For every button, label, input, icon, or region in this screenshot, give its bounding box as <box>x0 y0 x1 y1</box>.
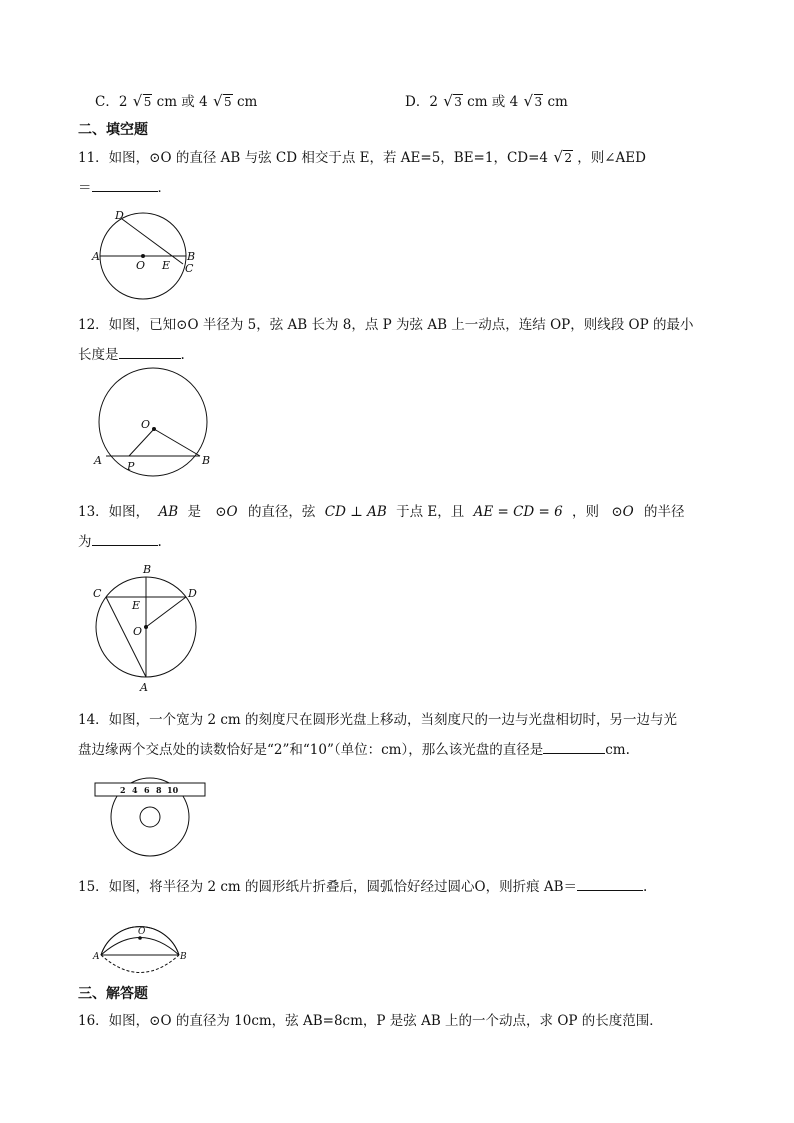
label-C: C <box>185 262 194 275</box>
sqrt-3: √ 3 <box>525 94 544 110</box>
sqrt-2: √ 2 <box>554 150 573 166</box>
question-11-line1: 11．如图，⊙O 的直径 AB 与弦 CD 相交于点 E，若 AE=5，BE=1，CD=4 √ 2 ，则∠AED <box>78 146 646 166</box>
question-13-line1: 13．如图， AB 是 ⊙O 的直径，弦 CD ⊥ AB 于点 E，且 AE = CD = 6 ，则 ⊙O 的半径 <box>78 504 685 520</box>
label-B: B <box>143 563 152 576</box>
ruler-tick-8: 8 <box>156 785 162 795</box>
label-O: O <box>138 927 146 937</box>
figure-q15 <box>92 900 192 980</box>
section-title-answer: 三、解答题 <box>78 986 148 1002</box>
label-A: A <box>94 454 102 467</box>
sqrt-5: √ 5 <box>214 94 233 110</box>
ruler-tick-10: 10 <box>167 785 179 795</box>
answer-blank-12[interactable] <box>119 345 181 359</box>
sqrt-3: √ 3 <box>444 94 463 110</box>
label-B: B <box>187 250 196 263</box>
ruler-tick-4: 4 <box>132 785 138 795</box>
label-A: A <box>92 250 100 263</box>
question-14-line2: 盘边缘两个交点处的读数恰好是“2”和“10”（单位：cm），那么该光盘的直径是 cm. <box>78 742 630 758</box>
label-O: O <box>141 418 151 431</box>
answer-blank-15[interactable] <box>577 877 643 891</box>
question-12-line2: 长度是 . <box>78 347 185 363</box>
figure-q11 <box>90 205 200 280</box>
question-11-line2: ＝ ． <box>78 180 171 196</box>
label-D: D <box>188 587 197 600</box>
label-B: B <box>202 454 211 467</box>
label-B: B <box>180 952 187 962</box>
label-E: E <box>162 259 171 272</box>
question-15: 15．如图，将半径为 2 cm 的圆形纸片折叠后，圆弧恰好经过圆心O，则折痕 AB＝ . <box>78 879 648 895</box>
section-title-fill-in: 二、填空题 <box>78 122 148 138</box>
question-14-line1: 14．如图，一个宽为 2 cm 的刻度尺在圆形光盘上移动，当刻度尺的一边与光盘相切时，另一边与光 <box>78 712 678 728</box>
label-O: O <box>136 259 146 272</box>
answer-blank-14[interactable] <box>543 740 605 754</box>
label-P: P <box>127 460 135 473</box>
answer-blank-11[interactable] <box>92 178 158 192</box>
question-13-line2: 为 . <box>78 534 162 550</box>
figure-q14 <box>95 775 210 860</box>
label-A: A <box>93 952 100 962</box>
sqrt-5: √ 5 <box>134 94 153 110</box>
option-d: D．2 √ 3 cm 或 4 √ 3 cm <box>405 90 568 110</box>
option-c: C．2 √ 5 cm 或 4 √ 5 cm <box>95 90 257 110</box>
figure-q13 <box>88 560 208 695</box>
label-C: C <box>93 587 102 600</box>
label-O: O <box>133 625 143 638</box>
question-12-line1: 12．如图，已知⊙O 半径为 5，弦 AB 长为 8，点 P 为弦 AB 上一动点，连结 OP，则线段 OP 的最小 <box>78 317 694 333</box>
label-E: E <box>132 599 141 612</box>
ruler-tick-2: 2 <box>120 785 126 795</box>
question-16: 16．如图，⊙O 的直径为 10cm，弦 AB=8cm，P 是弦 AB 上的一个动点，求 OP 的长度范围． <box>78 1013 663 1029</box>
ruler-tick-6: 6 <box>144 785 150 795</box>
label-A: A <box>140 681 148 694</box>
label-D: D <box>115 209 124 222</box>
figure-q12 <box>90 370 215 475</box>
answer-blank-13[interactable] <box>92 532 158 546</box>
